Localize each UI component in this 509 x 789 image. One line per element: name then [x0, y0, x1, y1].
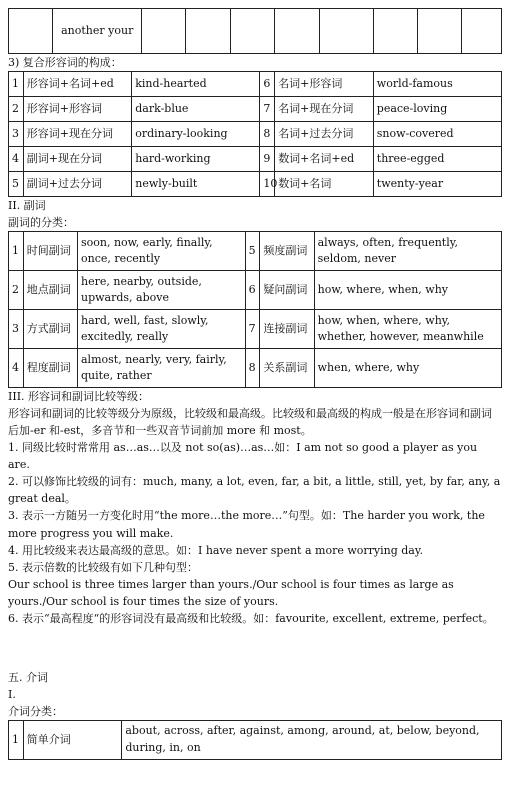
formation-cell: 数词+名词+ed [275, 147, 374, 172]
comparison-item: 2. 可以修饰比较级的词有：much, many, a lot, even, far, a bit, a little, still, yet, by far, any, a great deal。 [8, 475, 501, 506]
row-number: 9 [260, 147, 275, 172]
examples-cell: how, when, where, why, whether, however, meanwhile [314, 310, 501, 349]
row-number: 1 [9, 720, 24, 759]
preposition-table [8, 720, 502, 760]
row-number: 4 [9, 349, 24, 388]
example-cell: ordinary-looking [132, 122, 260, 147]
formation-cell: 形容词+名词+ed [23, 72, 131, 97]
table-cell [319, 9, 373, 54]
example-cell: world-famous [373, 72, 501, 97]
row-number: 5 [245, 232, 260, 271]
compound-adjective-table [8, 71, 502, 197]
subheading: 介词分类： [8, 704, 63, 718]
table-row [9, 310, 502, 349]
example-cell: twenty-year [373, 172, 501, 197]
table-row [9, 97, 502, 122]
row-number: 6 [260, 72, 275, 97]
row-number: 3 [9, 122, 24, 147]
example-cell: snow-covered [373, 122, 501, 147]
examples-cell: hard, well, fast, slowly, excitedly, really [78, 310, 246, 349]
example-cell: three-egged [373, 147, 501, 172]
adverb-type-cell: 时间副词 [23, 232, 77, 271]
table-row [9, 232, 502, 271]
adverb-type-cell: 程度副词 [23, 349, 77, 388]
row-number: 8 [260, 122, 275, 147]
row-number: 8 [245, 349, 260, 388]
row-number: 10 [260, 172, 275, 197]
examples-cell: when, where, why [314, 349, 501, 388]
adverb-type-cell: 频度副词 [260, 232, 314, 271]
section-heading: III. 形容词和副词比较等级： [8, 390, 150, 404]
comparison-item: Our school is three times larger than yours./Our school is four times as large as yours./Our school is four times the size of yours. [8, 577, 454, 608]
table-cell [462, 9, 502, 54]
table-cell [142, 9, 186, 54]
paragraph: 形容词和副词的比较等级分为原级，比较级和最高级。比较级和最高级的构成一般是在形容词和副词后加-er 和-est，多音节和一些双音节词前加 more 和 most。 [8, 407, 492, 438]
comparison-list [8, 439, 502, 627]
adverb-table [8, 231, 502, 388]
category-cell: 简单介词 [23, 720, 122, 759]
table-row [9, 349, 502, 388]
document-page [8, 8, 502, 760]
row-number: 3 [9, 310, 24, 349]
example-cell: peace-loving [373, 97, 501, 122]
formation-cell: 形容词+形容词 [23, 97, 131, 122]
row-number: 2 [9, 97, 24, 122]
table-cell [418, 9, 462, 54]
table-row [9, 720, 502, 759]
table-cell [230, 9, 274, 54]
row-number: 5 [9, 172, 24, 197]
comparison-item: 5. 表示倍数的比较级有如下几种句型： [8, 560, 198, 574]
example-cell: hard-working [132, 147, 260, 172]
table-cell [275, 9, 319, 54]
section-heading: 3) 复合形容词的构成： [8, 56, 122, 69]
spacer [8, 627, 502, 669]
adverb-type-cell: 连接副词 [260, 310, 314, 349]
section-heading: II. 副词 [8, 199, 46, 213]
row-number: 2 [9, 271, 24, 310]
formation-cell: 副词+过去分词 [23, 172, 131, 197]
comparison-item: 6. 表示“最高程度“的形容词没有最高级和比较级。如：favourite, excellent, extreme, perfect。 [8, 611, 494, 625]
table-row [9, 172, 502, 197]
examples-cell: soon, now, early, finally, once, recently [78, 232, 246, 271]
example-cell: newly-built [132, 172, 260, 197]
comparison-item: 3. 表示一方随另一方变化时用“the more…the more…”句型。如：The harder you work, the more progress you will make. [8, 509, 485, 540]
adverb-type-cell: 疑问副词 [260, 271, 314, 310]
examples-cell: here, nearby, outside, upwards, above [78, 271, 246, 310]
subheading: 副词的分类： [8, 216, 74, 230]
formation-cell: 名词+过去分词 [275, 122, 374, 147]
row-number: 4 [9, 147, 24, 172]
top-table [8, 8, 502, 54]
examples-cell: how, where, when, why [314, 271, 501, 310]
table-row [9, 9, 502, 54]
table-cell [373, 9, 417, 54]
row-number: 7 [260, 97, 275, 122]
formation-cell: 副词+现在分词 [23, 147, 131, 172]
examples-cell: about, across, after, against, among, around, at, below, beyond, during, in, on [122, 720, 502, 759]
adverb-type-cell: 关系副词 [260, 349, 314, 388]
example-cell: dark-blue [132, 97, 260, 122]
table-cell: another your [53, 9, 142, 54]
examples-cell: always, often, frequently, seldom, never [314, 232, 501, 271]
table-cell [186, 9, 230, 54]
adverb-type-cell: 地点副词 [23, 271, 77, 310]
table-row [9, 271, 502, 310]
row-number: 1 [9, 232, 24, 271]
roman-numeral: I. [8, 687, 16, 701]
table-row [9, 122, 502, 147]
section-heading: 五. 介词 [8, 670, 48, 684]
adverb-type-cell: 方式副词 [23, 310, 77, 349]
comparison-item: 4. 用比较级来表达最高级的意思。如：I have never spent a more worrying day. [8, 543, 424, 557]
table-row [9, 147, 502, 172]
table-cell [9, 9, 53, 54]
comparison-item: 1. 同级比较时常常用 as…as…以及 not so(as)…as…如：I am not so good a player as you are. [8, 441, 478, 472]
formation-cell: 名词+现在分词 [275, 97, 374, 122]
row-number: 1 [9, 72, 24, 97]
row-number: 6 [245, 271, 260, 310]
examples-cell: almost, nearly, very, fairly, quite, rather [78, 349, 246, 388]
table-row [9, 72, 502, 97]
formation-cell: 数词+名词 [275, 172, 374, 197]
formation-cell: 名词+形容词 [275, 72, 374, 97]
formation-cell: 形容词+现在分词 [23, 122, 131, 147]
example-cell: kind-hearted [132, 72, 260, 97]
row-number: 7 [245, 310, 260, 349]
